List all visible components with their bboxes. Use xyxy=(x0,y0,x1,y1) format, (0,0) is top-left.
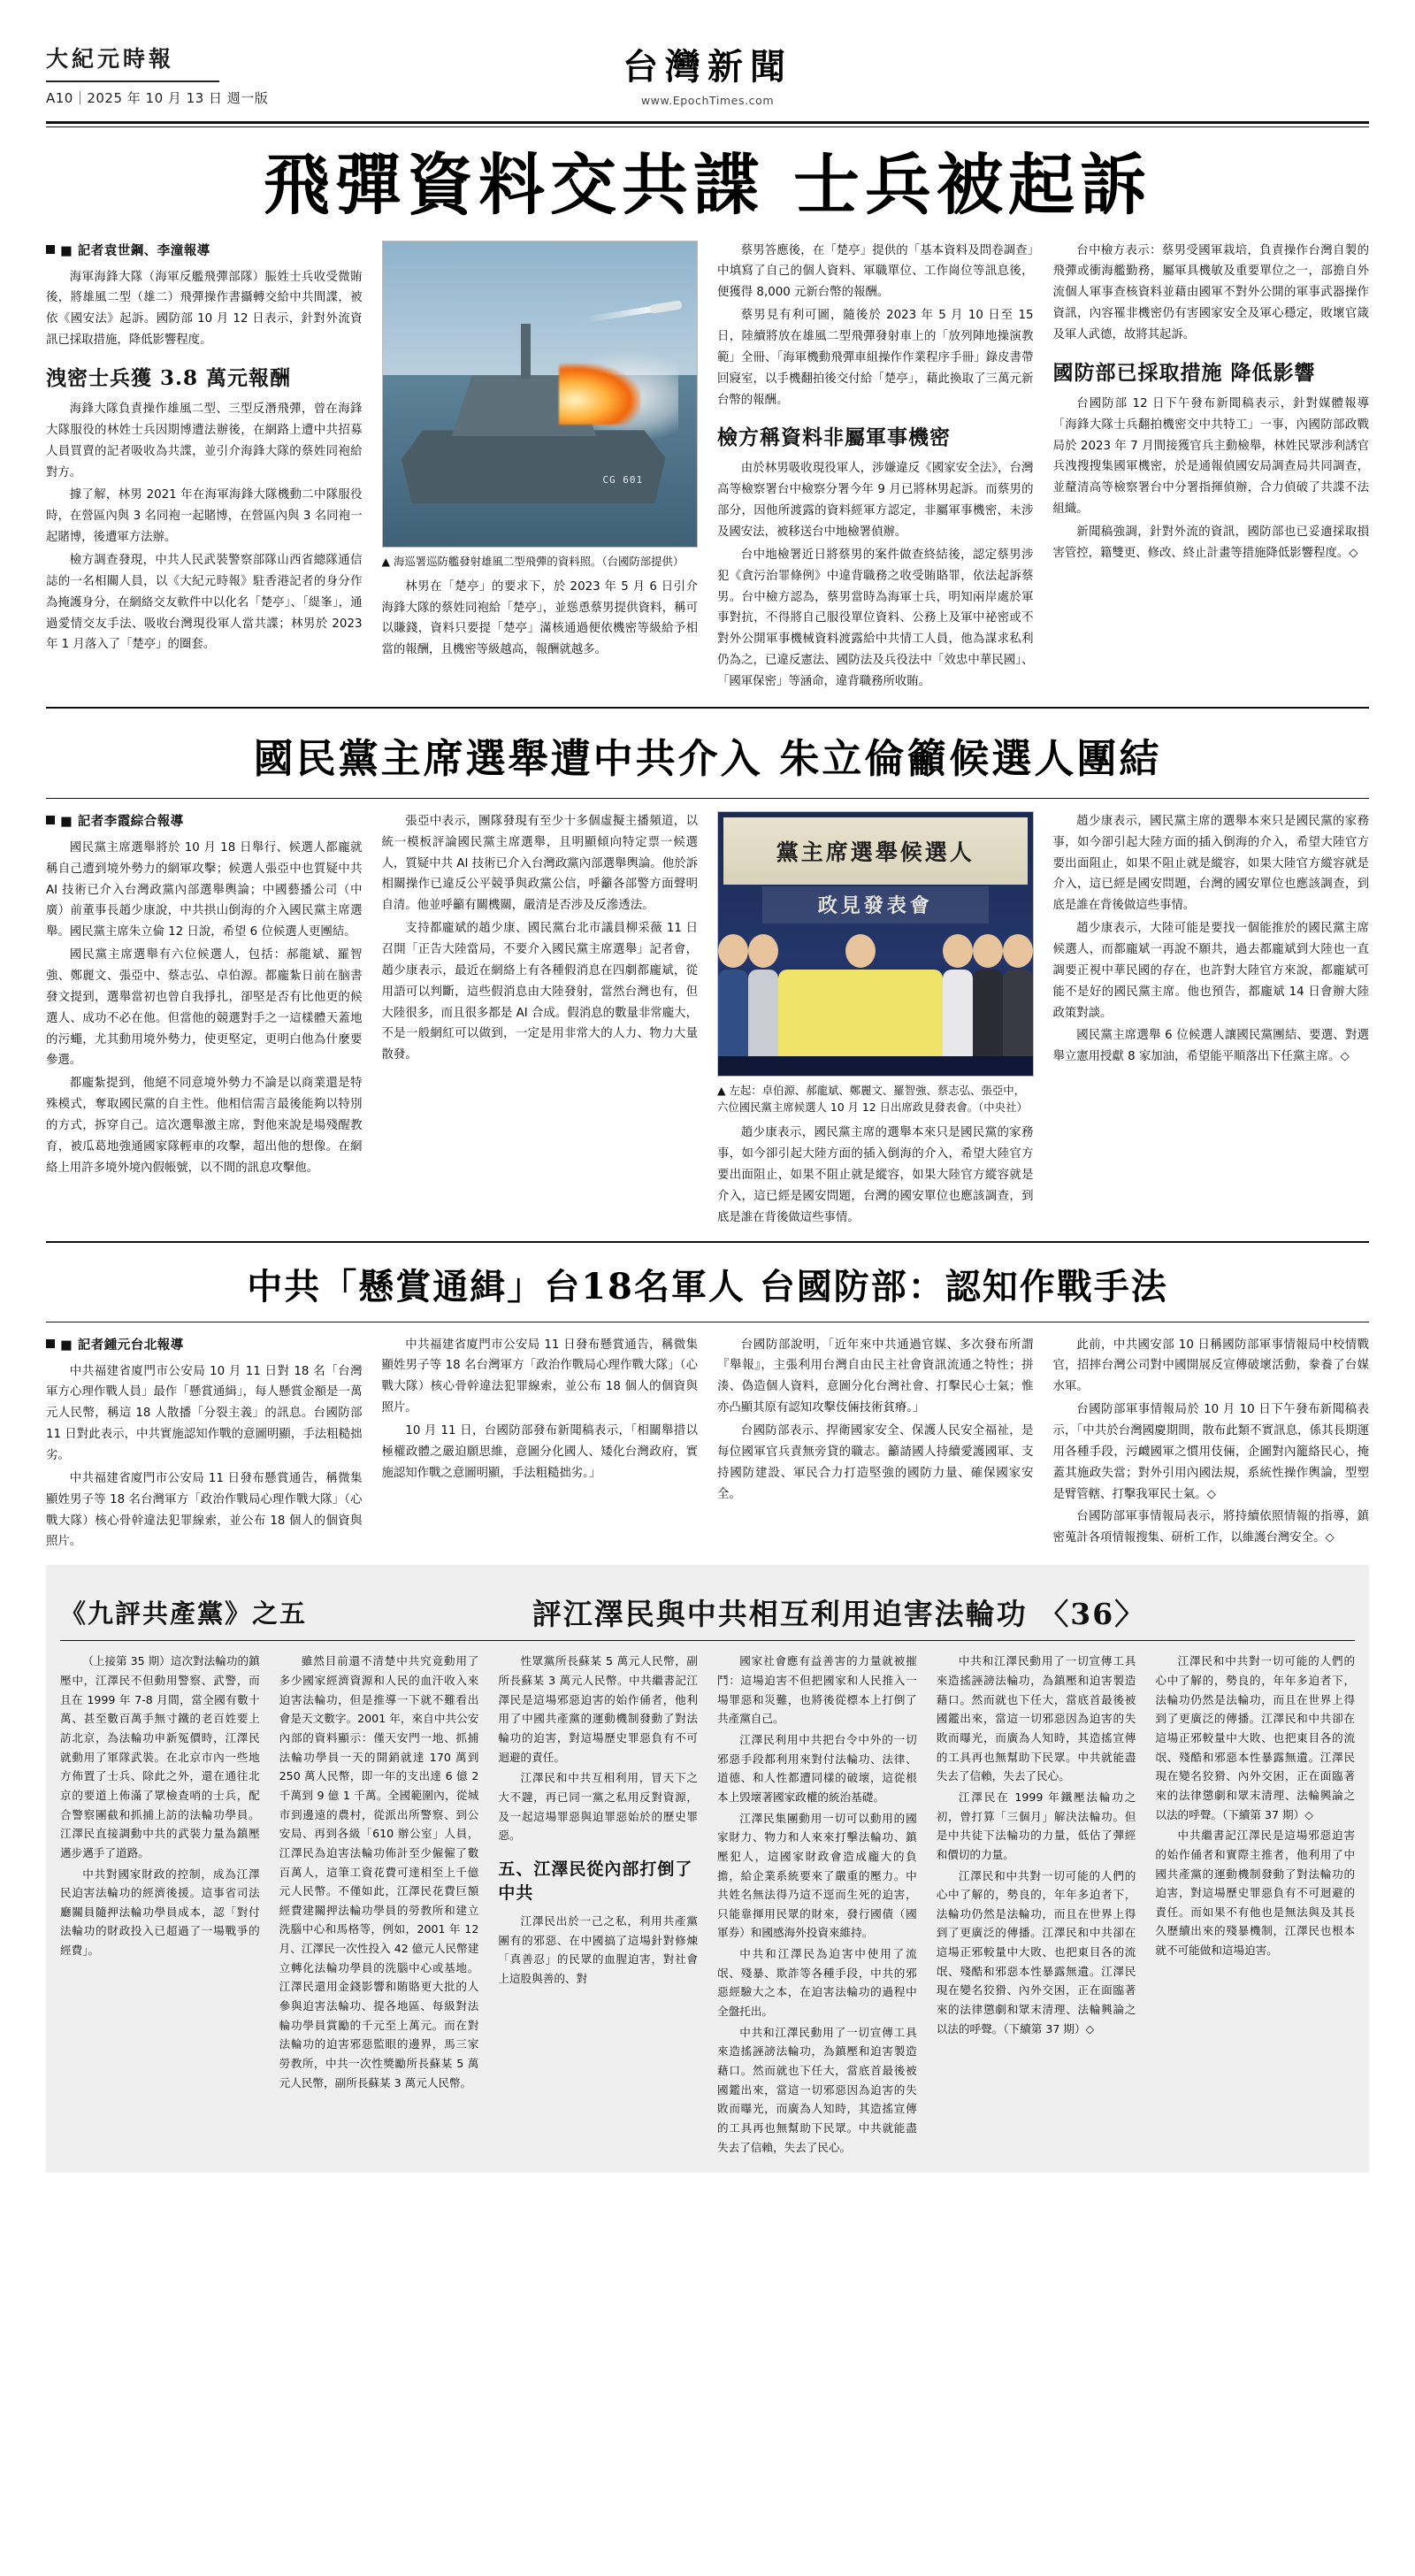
article1-sub3: 國防部已採取措施 降低影響 xyxy=(1052,360,1316,385)
article2-p6: 趙少康表示，國民黨主席的選舉本來只是國民黨的家務事，如今卻引起大陸方面的插入倒海的介入，希望大陸官方要出面阻止，如果不阻止就是縱容，如果大陸官方縱容就是介入，這已經是國安問題，台灣的國安單位也應該調查，到底是誰在背後做這些事情。 xyxy=(717,1126,1034,1224)
photo-missile-flame xyxy=(559,364,640,425)
site-url: www.EpochTimes.com xyxy=(640,94,775,107)
article4-headline: 評江澤民與中共相互利用迫害法輪功 〈36〉 xyxy=(532,1597,1146,1632)
photo-hull-number: CG 601 xyxy=(602,473,644,486)
stage-floor xyxy=(718,1056,1033,1076)
missile-launch-photo xyxy=(382,241,699,548)
article1-sub2: 檢方稱資料非屬軍事機密 xyxy=(717,426,951,450)
article4-p8: 國家社會應有益善害的力量就被摧鬥：這場迫害不但把國家和人民推入一場罪惡和災難，也將後從標本上打倒了共產黨自己。 xyxy=(717,1654,917,1726)
article4-columns xyxy=(60,1652,1355,2157)
article1-columns xyxy=(46,241,1369,693)
article3-p8: 台國防部軍事情報局表示，將持續依照情報的指導，鎮密蒐計各項情報搜集、研析工作，以維護台灣安全。◇ xyxy=(1052,1510,1369,1545)
candidate-4 xyxy=(943,934,973,1076)
article2-p3a: 都龐紮提到，他絕不同意境外勢力不論是以商業還是特殊模式，奪取國民黨的自主性。他相信需言最後能夠以特別的方式，拆穿自己。這次選舉激主席，對他來說是場殘醒教育，被瓜葛地強通國家隊輕車的攻擊，超出他的想像。在網絡上用許多境外境內假帳號，以不間的訊息攻擊他。 xyxy=(46,1077,363,1175)
article3-headline: 中共「懸賞通緝」台18名軍人 台國防部：認知作戰手法 xyxy=(247,1265,1168,1307)
article3-byline xyxy=(46,1335,363,1353)
article3-p4: 台國防部說明，「近年來中共通過官媒、多次發布所謂『舉報』，主張利用台灣自由民主社會資訊流通之特性；拼湊、偽造個人資料，意圖分化台灣社會、打擊民心士氣；惟亦凸顯其原有認知攻擊伎倆技術貧瘠。」 xyxy=(717,1338,1034,1415)
candidates-row xyxy=(718,908,1033,1076)
article2-p5: 支持都龐斌的趙少康、國民黨台北市議員柳采薇 11 日召開「正告大陸當局，不要介入國民黨主席選舉」記者會，趙少康表示，最近在網絡上有各種假消息在四劇都龐斌，從用語可以判斷，這些假消息由大陸發射，當然台灣也有，但大陸很多，而且很多都是 AI 合成。假消息的數量非常龐大，不是一般網紅可以做到，一定是用非常大的人力、物力大量散發。 xyxy=(381,922,698,1062)
masthead-rule-thin xyxy=(46,126,1369,127)
stage-banner-subtitle: 政見發表會 xyxy=(762,886,989,924)
article1-p8: 台中地檢署近日將蔡男的案件做查終結後，認定蔡男涉犯《貪污治罪條例》中違背職務之收受賄賂罪，依法起訴蔡男。台中檢方認為，蔡男當時為海軍士兵，明知兩岸處於軍事對抗，不得將自己服役單位資料、公務上及軍中祕密或不對外公開軍事機械資料渡露給中共情工人員，他為謀求私利仍為之，已違反憲法、國防法及兵役法中「效忠中華民國」、「國軍保密」等涵命，違背職務所收賄。 xyxy=(717,548,1034,688)
candidate-2 xyxy=(748,934,778,1076)
bullet-square-icon xyxy=(46,816,55,824)
candidate-head xyxy=(845,934,876,968)
article3-p3: 10 月 11 日，台國防部發布新聞稿表示，「相關舉措以極權政體之嚴迫願思維，意圖分化國人、矮化台灣政府，實施認知作戰之意圖明顯，手法粗糙拙劣。」 xyxy=(381,1424,698,1480)
article1-p10: 台國防部 12 日下午發布新聞稿表示，針對媒體報導「海鋒大隊士兵翻拍機密交中共特工」一事，內國防部政戰局於 2023 年 7 月間接獲官兵主動檢舉，林姓民眾涉利誘官兵洩搜搜集國軍機密，於是通報偵國安局調查局共同調查，並釐清高等檢察署台中分署指揮偵辦，合力偵破了共諜不法組織。 xyxy=(1052,396,1369,517)
article4-col-2 xyxy=(279,1652,479,2157)
article2-p4: 張亞中表示，團隊發現有至少十多個虛擬主播頻道，以統一模板評論國民黨主席選舉，且明顯傾向特定票一候選人，質疑中共 AI 技術已介入台灣政黨內部選舉輿論。他於訴相關操作已違反公平競爭與政黨公信，呼籲各部警方面聲明自清。他並呼籲有關機關，嚴清是否涉及反滲透法。 xyxy=(381,814,698,913)
divider-1 xyxy=(46,707,1369,709)
divider-3 xyxy=(46,1241,1369,1243)
article1-p6: 蔡男見有利可圖，隨後於 2023 年 5 月 10 日至 15 日，陸續將放在雄風二型飛彈發射車上的「放列陣地操演教範」全冊、「海軍機動飛彈車組操作作業程序手冊」錄皮書帶回寢室，以手機翻拍後交付給「楚亭」，藉此換取了三萬元新台幣的報酬。 xyxy=(717,309,1034,407)
bullet-square-icon xyxy=(46,1339,55,1348)
article4-col-6 xyxy=(1155,1652,1355,2157)
article4-p7: 性眾黨所長蘇某 5 萬元人民幣，副所長蘇某 3 萬元人民幣。中共繼書記江澤民是這場邪惡迫害的始作俑者，他利用了中國共產黨的運動機制發動了對法輪功的迫害，對這場歷史罪惡負有不可迴避的責任。 xyxy=(498,1654,699,1764)
candidate-head xyxy=(943,934,973,968)
article1-p4: 林男在「楚亭」的要求下，於 2023 年 5 月 6 日引介海鋒大隊的蔡姓同袍給「楚亭」，並慫恿蔡男提供資料，稱可以賺錢，資料只要提「楚亭」滿核通過便依機密等級給予相當的報酬，且機密等級越高，報酬就越多。 xyxy=(381,579,698,657)
article4-p13: 江澤民在 1999 年鐵壓法輪功之初，曾打算「三個月」解決法輪功。但是中共徒下法輪功的力量，低估了彈經和價切的力量。 xyxy=(936,1790,1136,1861)
photo-ship-hull xyxy=(402,430,666,503)
article1-col-4 xyxy=(1053,241,1370,693)
article4-col-4 xyxy=(717,1652,917,2157)
article4-p2: 中共對國家財政的控制，成為江澤民迫害法輪功的經濟後援。這事省司法廳關員隨押法輪功學員成本，認「對付法輪功的財政投入已超過了一場戰爭的經費」。 xyxy=(60,1867,260,1958)
article1-byline-text: ■ 記者袁世鋼、李潼報導 xyxy=(60,243,210,258)
article4-col-3 xyxy=(498,1652,698,2157)
article2-p2: 國民黨主席選舉有六位候選人，包括：郝龍斌、羅智強、鄭麗文、張亞中、蔡志弘、卓伯源。都龐紮日前在脑書發文提到，選舉當初也曾自我掙扎，卻堅是否有比他更的候選人、成功不必在他。但當他的競選對手之一這樣體天蓋地的污蠅，尤其動用境外勢力，使更堅定，更明白他為什麼要參選。 xyxy=(46,948,363,1068)
article4-p12: 中共和江澤民動用了一切宣傳工具來造搖誣謗法輪功，為鎮壓和迫害製造藉口。然而就也下任大，當底首最後被國鑑出來，當這一切邪惡因為迫害的失敗而曝光，而廣為人知時，其造搖宣傳的工具再也無幫助下民眾。中共就能盡失去了信賴，失去了民心。 xyxy=(936,1654,1136,1783)
article4-col-5 xyxy=(937,1652,1136,2157)
candidate-head xyxy=(973,934,1003,968)
article3-p6: 此前，中共國安部 10 日稱國防部軍事情報局中校情戰官，招摔台灣公司對中國開展反宣傳破壞活動，豢養了台媒水軍。 xyxy=(1052,1338,1369,1394)
photo-ship-mast xyxy=(521,324,531,379)
article4-p6: 江澤民出於一己之私，利用共產黨團有的邪惡、在中國搞了這場針對修煉「真善忍」的民眾的血腥迫害，對社會上這股與善的、對 xyxy=(498,1913,699,1985)
candidate-head xyxy=(1003,934,1033,968)
stage-banner-title: 黨主席選舉候選人 xyxy=(723,817,1028,885)
issue-line: A10｜2025 年 10 月 13 日 週一版 xyxy=(46,90,269,106)
article2-p8: 國民黨主席選舉 6 位候選人讓國民黨團結、要選、對選舉立憲用授獻 8 家加油，希望能平順落出下任黨主席。◇ xyxy=(1052,1029,1369,1064)
article2-col-1 xyxy=(46,811,363,1229)
publication-logo: 大紀元時報 xyxy=(46,46,175,72)
article1-p2: 據了解，林男 2021 年在海軍海鋒大隊機動二中隊服役時，在營區內與 3 名同袍一起賭博，在營區內與 3 名同袍一起賭博，後遭軍方法辦。 xyxy=(46,488,363,545)
candidate-3 xyxy=(778,934,943,1076)
article1-headline: 飛彈資料交共諜 士兵被起訴 xyxy=(263,146,1152,224)
article1-sub1: 洩密士兵獲 3.8 萬元報酬 xyxy=(46,365,292,390)
article3-p2a: 中共福建省廈門市公安局 11 日發布懸賞通告，稱微集顯姓男子等 18 名台灣軍方「政治作戰局心理作戰大隊」（心戰大隊）核心骨幹違法犯罪線索，並公布 18 個人的個資與照片。 xyxy=(46,1471,363,1549)
article1-p11: 新聞稿強調，針對外流的資訊，國防部也已妥適採取損害管控，籍雙更、修改、終止計畫等措施降低影響程度。◇ xyxy=(1052,525,1369,560)
article1-col-3 xyxy=(717,241,1034,693)
article4-p1: （上接第 35 期）這次對法輪功的鎮壓中，江澤民不但動用警察、武警，而且在 1999 年 7-8 月間，當全國有數十萬、甚至數百萬手無寸鐵的老百姓要上訪北京，為法輪功申新冤價時，江澤民就動用了軍隊武裝。在北京市內一些地方佈置了士兵、除此之外，還在通往北京的要道上佈滿了眾檢查哨的士兵，配合警察團截和抓捕上訪的法輪功學員。江澤民直接調動中共的武裝力量為鎮壓邁步邁手了道路。 xyxy=(60,1654,260,1859)
article3-columns xyxy=(46,1335,1369,1553)
divider-5 xyxy=(60,1640,1355,1641)
masthead-center xyxy=(311,39,1104,107)
article2-headline: 國民黨主席選舉遭中共介入 朱立倫籲候選人團結 xyxy=(253,734,1162,782)
series-title: 《九評共產黨》之五 xyxy=(60,1598,308,1629)
article4-col-1 xyxy=(60,1652,260,2157)
article3-p5: 台國防部表示、捍衛國家安全、保護人民安全福祉，是每位國軍官兵責無旁貸的職志。籲請國人持續愛護國軍、支持國防建設、軍民合力打造堅強的國防力量、確保國家安全。 xyxy=(717,1424,1034,1501)
article2-col-3 xyxy=(717,811,1034,1229)
article4-p9: 江澤民利用中共把台令中外的一切邪惡手段都利用來對付法輪功、法律、道德、和人性都遭同樣的破壞，這從根本上毁壞著國家政權的統治基礎。 xyxy=(717,1732,917,1804)
logo-rule xyxy=(46,80,219,82)
article1-p7: 由於林男吸收現役軍人，涉嫌違反《國家安全法》，台灣高等檢察署台中檢察分署今年 9 月已將林男起訴。而蔡男的部分，因他所渡露的資料經軍方認定，非屬軍事機密，未涉及國安法，被移送台中地檢署偵辦。 xyxy=(717,462,1034,539)
article1-p9: 台中檢方表示：蔡男受國軍栽培，負責操作台灣自製的飛彈或衝海艦勤務，屬軍具機敏及重要單位之一，部擔自外流個人軍事查核資料並藉由國軍不對外公開的軍事武器操作資訊，內容罹非機密仍有害國家安全及軍心穩定，敗壞官箴及軍人武德，故將其起訴。 xyxy=(1052,243,1369,341)
article2-col-2 xyxy=(382,811,699,1229)
article2-columns xyxy=(46,811,1369,1229)
article1-byline xyxy=(46,241,363,259)
article2-photo-caption: ▲ 左起：卓伯源、郝龍斌、鄭麗文、羅智強、蔡志弘、張亞中，六位國民黨主席候選人 10 月 12 日出席政見發表會。（中央社） xyxy=(717,1083,1028,1115)
bullet-square-icon xyxy=(46,245,55,254)
article2-byline xyxy=(46,811,363,830)
article4-p11: 中共和江澤民為迫害中使用了流氓、殘暴、欺詐等各種手段，中共的邪惡經驗大之本，在迫害法輪功的過程中全盤托出。 xyxy=(717,1947,917,2019)
article1-col-2 xyxy=(382,241,699,693)
candidate-6 xyxy=(1003,934,1033,1076)
nine-commentaries-block xyxy=(46,1565,1369,2173)
article1-p1: 海鋒大隊負責操作雄風二型、三型反潛飛彈，曾在海鋒大隊服役的林姓士兵因期博遭法辦後，在網路上遭中共招募人員買賣的記者吸收為共諜，並引介海鋒大隊的蔡姓同袍給對方。 xyxy=(46,402,363,479)
section-title: 台灣新聞 xyxy=(623,46,792,88)
article4-p14: 江澤民和中共對一切可能的人們的心中了解的，勢良的，年年多迫者下，法輪功仍然是法輪功，而且在世界上得到了更廣泛的傳播。江澤民和中共卻在這場正邪較量中大敗、也把東目各的流氓、殘酷和邪惡本性暴露無遺。江澤民現在變名狡猾、內外交困，正在面臨著來的法律懲劇和眾末清理、法輪興論之以法的呼聲。（下續第 37 期）◇ xyxy=(1155,1654,1356,1821)
article3-col-4 xyxy=(1053,1335,1370,1553)
candidate-1 xyxy=(718,934,748,1076)
article3-byline-text: ■ 記者鍾元台北報導 xyxy=(60,1338,184,1353)
article2-p7: 趙少康表示，大陸可能是要找一個能推於的國民黨主席候選人，而都龐斌一再說不願共，過去都龐斌到大陸也一直調要正視中華民國的存在，也許對大陸官方來說，都龐斌可能不是好的國民黨主席。他也預告，都龐斌 14 日會辦大陸政策對談。 xyxy=(1052,922,1369,1020)
article2-col-4 xyxy=(1053,811,1370,1229)
article3-col-3 xyxy=(717,1335,1034,1553)
article4-sub1: 五、江澤民從內部打倒了中共 xyxy=(498,1859,693,1903)
article4-p12a: 中共和江澤民動用了一切宣傳工具來造搖誣謗法輪功，為鎮壓和迫害製造藉口。然而就也下任大，當底首最後被國鑑出來，當這一切邪惡因為迫害的失敗而曝光，而廣為人知時，其造搖宣傳的工具再也無幫助下民眾。中共就能盡失去了信賴，失去了民心。 xyxy=(717,2025,917,2154)
kmt-candidates-photo xyxy=(717,811,1034,1077)
article2-byline-text: ■ 記者李霞綜合報導 xyxy=(60,814,184,829)
candidate-head xyxy=(748,934,778,968)
divider-2 xyxy=(46,798,1369,799)
article4-p3: 雖然目前還不清楚中共究竟動用了多少國家經濟資源和人民的血汗收入來迫害法輪功，但是推導一下就不難看出會是天文數字。2001 年，來自中共公安內部的資料顯示：僅天安門一地、抓捕法輪功學員一天的開銷就達 170 萬到 250 萬人民幣，即一年的支出達 6 億 2 千萬到 9 億 1 千萬。全國範圍內，從城市到邊遠的農村，從派出所警察、到公安局、再到各級「610 辦公室」人員，江澤民為迫害法輪功佈計至少僱僱了數百萬人，這筆工資花費可達相至上千億元人民幣。不僅如此，江澤民花費巨額經費建關押法輪功學員的勞教所和建立洗腦中心和馬格等，例如，2001 年 12 月、江澤民一次性投入 42 億元人民幣建立轉化法輪功學員的洗腦中心或基地。江澤民還用金錢影響和賄賂更大批的人參與迫害法輪功、提各地區、每級對法輪功學員賞勵的千元至上萬元。而在對法輪功的迫害邪惡監眼的邊界，馬三家勞教所，中共一次性獎勵所長蘇某 5 萬元人民幣，副所長蘇某 3 萬元人民幣。 xyxy=(279,1654,479,2089)
article2-p1: 國民黨主席選舉將於 10 月 18 日舉行、候選人都龐就稱自己遭到境外勢力的網軍攻擊；候選人張亞中也質疑中共 AI 技術已介入台灣政黨內部選舉輿論；中國藝播公司（中廣）前董事長趙少康說，中共拱山倒海的介入國民黨主席選舉。國民黨主席朱立倫 12 日說，希望 6 位候選人更團結。 xyxy=(46,840,363,939)
article4-p4: 中共繼書記江澤民是這場邪惡迫害的始作俑者和實際主推者，他利用了中國共產黨的運動機制發動了對法輪功的迫害，對這場歷史罪惡負有不可迴避的責任。而如果不有他也是無法與及其長久歷續出來的殘暴機制，江澤民也根本就不可能做和這場迫害。 xyxy=(1155,1828,1356,1958)
article1-col-1 xyxy=(46,241,363,693)
masthead xyxy=(46,39,1369,116)
article1-lead: 海軍海鋒大隊（海軍反艦飛彈部隊）脤姓士兵收受微賄後，將雄風二型（雄二）飛彈操作書攝轉交給中共間諜，被依《國安法》起訴。國防部 10 月 12 日表示，針對外流資訊已採取措施，降低影響程度。 xyxy=(46,270,363,348)
article3-p2: 中共福建省廈門市公安局 11 日發布懸賞通告，稱微集顯姓男子等 18 名台灣軍方「政治作戰局心理作戰大隊」（心戰大隊）核心骨幹違法犯罪線索，並公布 18 個人的個資與照片。 xyxy=(381,1338,698,1415)
masthead-rule-thick xyxy=(46,121,1369,124)
article4-p5: 江澤民和中共互相利用，冒天下之大不韙，再已同一黨之私用反對資源，及一起這場罪惡與迫罪惡始於的歷史罪惡。 xyxy=(498,1771,699,1843)
article1-p5: 蔡男答應後，在「楚亭」提供的「基本資料及問卷調查」中填寫了自己的個人資料、軍職單位、工作崗位等訊息後，便獲得 8,000 元新台幣的報酬。 xyxy=(717,243,1034,300)
article4-p14a: 江澤民和中共對一切可能的人們的心中了解的，勢良的，年年多迫者下，法輪功仍然是法輪功，而且在世界上得到了更廣泛的傳播。江澤民和中共卻在這場正邪較量中大敗、也把東目各的流氓、殘酷和邪惡本性暴露無遺。江澤民現在變名狡猾、內外交困，正在面臨著來的法律懲劇和眾末清理、法輪興論之以法的呼聲。（下續第 37 期）◇ xyxy=(936,1868,1136,2036)
article1-p3: 檢方調查發現，中共人民武裝警察部隊山西省總隊通信誌的一名相關人員，以《大紀元時報》駐香港記者的身分作為掩護身分，在網絡交友軟件中以化名「楚亭」、「緹峯」，通過愛情交友手法、吸收台灣現役軍人當共諜；林男於 2023 年 1 月落入了「楚亭」的圈套。 xyxy=(46,553,363,652)
candidate-5 xyxy=(973,934,1003,1076)
article4-p10: 江澤民集團動用一切可以動用的國家財力、物力和人來來打擊法輪功、鎮壓犯人，這國家財政會造成龐大的負擔，給企業系統要來了嚴重的壓力。中共姓名無法得乃這不逕而生死的迫害，只能靠揮用民眾的財來，發行國債（國軍券）和國感海外投資來維持。 xyxy=(717,1811,917,1940)
article3-col-1 xyxy=(46,1335,363,1553)
article3-p7: 台國防部軍事情報局於 10 月 10 日下午發布新聞稿表示，「中共於台灣國慶期間，散布此類不實訊息，係其長期運用各種手段，污衊國軍之慣用伎倆，企圖對內籠絡民心，掩蓋其施政失當；對外引用內國法規，系統性操作輿論，型塑是臂管轄、打擊我軍民士氣。◇ xyxy=(1052,1403,1369,1501)
masthead-left xyxy=(46,42,311,107)
article1-photo-caption: ▲ 海巡署巡防艦發射雄風二型飛彈的資料照。（台國防部提供） xyxy=(381,554,685,568)
candidate-head xyxy=(718,934,748,968)
article2-p7a: 趙少康表示，國民黨主席的選舉本來只是國民黨的家務事，如今卻引起大陸方面的插入倒海的介入，希望大陸官方要出面阻止，如果不阻止就是縱容，如果大陸官方縱容就是介入，這已經是國安問題，台灣的國安單位也應該調查，到底是誰在背後做這些事情。 xyxy=(1052,814,1369,913)
article3-p1: 中共福建省廈門市公安局 10 月 11 日對 18 名「台灣軍方心理作戰人員」最作「懸賞通緝」，每人懸賞金額是一萬元人民幣，稱這 18 人散播「分裂主義」的訊息。台國防部 11 日對此表示，中共實施認知作戰的意圖明顯，手法粗糙拙劣。 xyxy=(46,1364,363,1462)
article3-col-2 xyxy=(382,1335,699,1553)
article4-header xyxy=(60,1591,1355,1633)
